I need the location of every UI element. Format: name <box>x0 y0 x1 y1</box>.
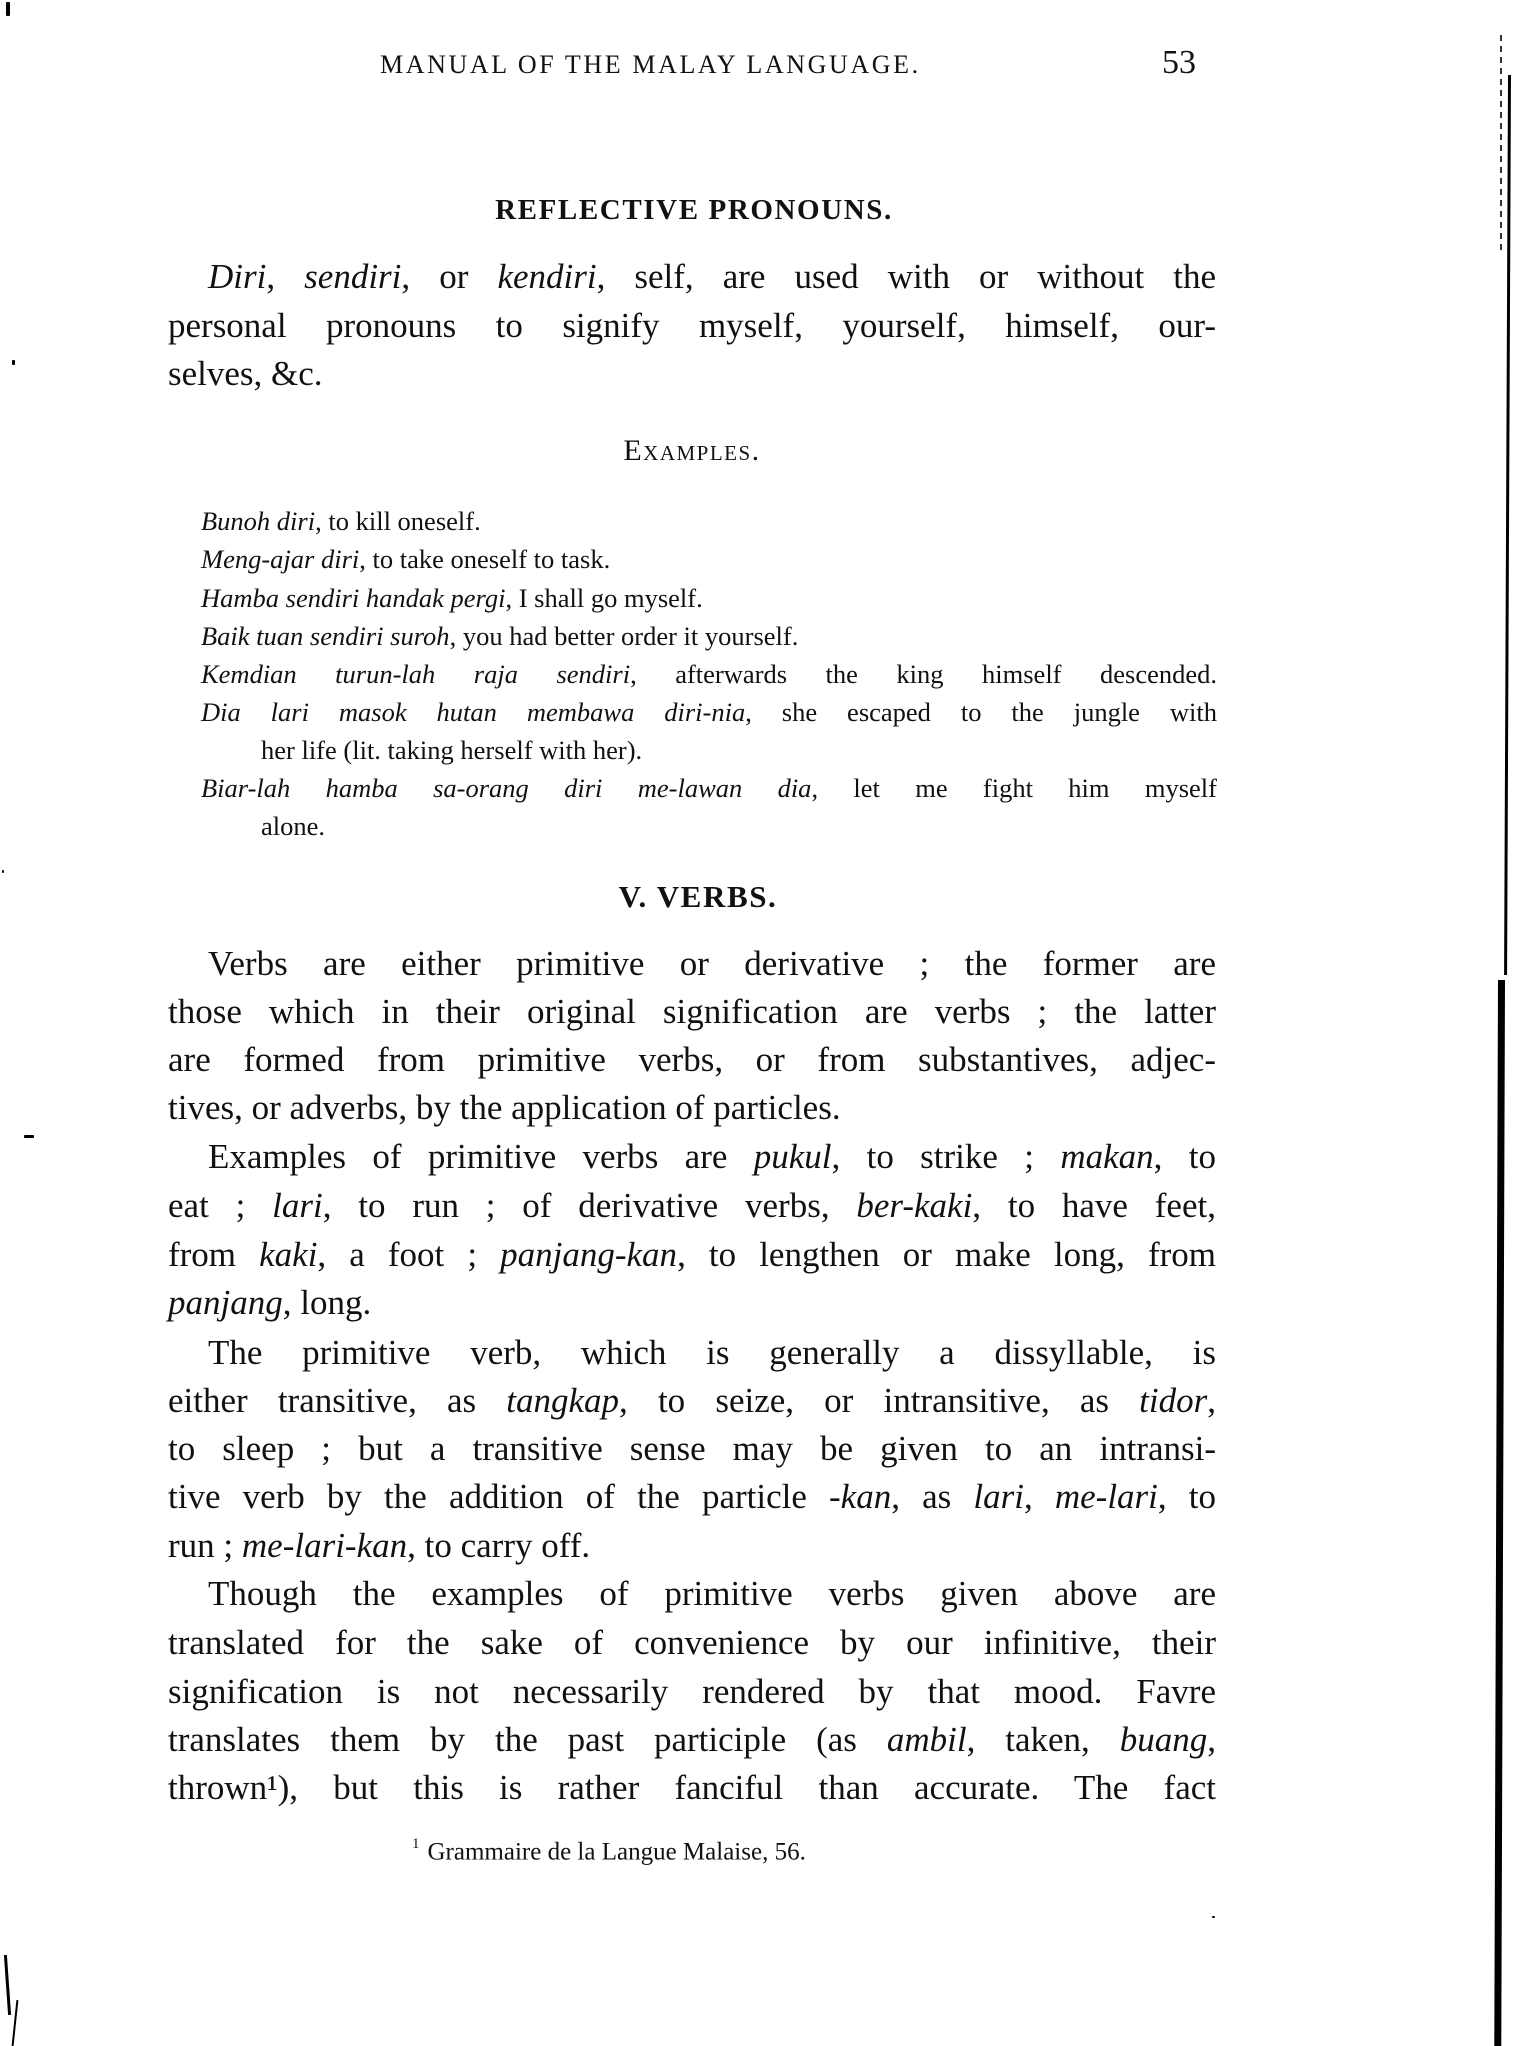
text-line <box>168 302 1216 350</box>
text-line <box>168 1279 1216 1327</box>
text-line <box>168 1764 1216 1812</box>
italic-term: Kemdian turun-lah raja sendiri <box>201 659 631 689</box>
text-line <box>168 1522 1216 1570</box>
example-item-continuation <box>261 808 1217 844</box>
text-run: , to have feet, <box>972 1186 1216 1225</box>
page-edge-dotted-rule <box>1500 35 1502 255</box>
italic-term: -kan <box>829 1477 892 1516</box>
text-line <box>208 1570 1216 1618</box>
italic-term: Meng-ajar diri <box>201 544 360 574</box>
text-run: signification is not necessarily rendered by that mood. Favre <box>168 1672 1216 1711</box>
scan-speck <box>24 1135 34 1138</box>
text-line <box>168 1036 1216 1084</box>
running-title: MANUAL OF THE MALAY LANGUAGE. <box>380 50 921 79</box>
text-run: , to carry off. <box>407 1526 591 1565</box>
text-run: , to lengthen or make long, from <box>677 1235 1216 1274</box>
text-run: , to strike ; <box>831 1137 1061 1176</box>
text-run: her life (lit. taking herself with her). <box>261 735 643 765</box>
text-line <box>168 1716 1216 1764</box>
italic-term: panjang-kan <box>500 1235 678 1274</box>
text-run: Verbs are either primitive or derivative ; the former are <box>208 944 1216 983</box>
text-run: run ; <box>168 1526 242 1565</box>
examples-heading: Examples. <box>623 434 761 467</box>
text-run: personal pronouns to signify myself, yourself, himself, our- <box>168 306 1216 345</box>
text-run: selves, &c. <box>168 354 323 393</box>
text-run: , she escaped to the jungle with <box>745 697 1217 727</box>
text-line <box>168 350 1216 398</box>
scan-speck <box>6 2 10 16</box>
italic-term: kaki <box>259 1235 318 1274</box>
italic-term: Biar-lah hamba sa-orang diri me-lawan dia <box>201 773 812 803</box>
text-run: Though the examples of primitive verbs given above are <box>208 1574 1216 1613</box>
scan-speck <box>1212 1916 1215 1918</box>
text-run: , self, are used with or without the <box>596 257 1216 296</box>
example-item <box>201 618 1217 654</box>
example-item <box>201 503 1217 539</box>
text-run: are formed from primitive verbs, or from substantives, adjec- <box>168 1040 1216 1079</box>
example-item-continuation <box>261 732 1217 768</box>
page-edge-rule <box>1504 75 1511 975</box>
left-edge-mark <box>12 2000 19 2046</box>
text-run: , to kill oneself. <box>315 506 481 536</box>
text-run: , let me fight him myself <box>811 773 1217 803</box>
text-run: either transitive, as <box>168 1381 507 1420</box>
italic-term: lari <box>272 1186 323 1225</box>
page-edge-rule <box>1494 980 1505 2046</box>
text-line <box>208 940 1216 988</box>
example-item <box>201 694 1217 730</box>
scan-speck <box>12 360 15 365</box>
text-line <box>168 1668 1216 1716</box>
scan-speck <box>2 870 4 873</box>
text-run: from <box>168 1235 260 1274</box>
text-line <box>208 1133 1216 1181</box>
text-run: , <box>266 257 305 296</box>
text-line <box>208 253 1216 301</box>
text-run: tives, or adverbs, by the application of particles. <box>168 1088 841 1127</box>
italic-term: me-lari-kan <box>241 1526 408 1565</box>
text-line <box>168 1425 1216 1473</box>
italic-term: panjang <box>168 1283 283 1322</box>
text-run: , to <box>1153 1137 1216 1176</box>
example-item <box>201 580 1217 616</box>
text-run: translated for the sake of convenience by our infinitive, their <box>168 1623 1216 1662</box>
example-item <box>201 541 1217 577</box>
example-item <box>201 770 1217 806</box>
italic-term: tangkap <box>506 1381 620 1420</box>
section-title-verbs: V. VERBS. <box>618 879 778 914</box>
text-run: , I shall go myself. <box>505 583 703 613</box>
text-run: , taken, <box>966 1720 1120 1759</box>
italic-term: sendiri <box>304 257 402 296</box>
text-run: , <box>1023 1477 1055 1516</box>
text-line <box>168 1084 1216 1132</box>
text-run: The primitive verb, which is generally a dissyllable, is <box>208 1333 1216 1372</box>
text-run: those which in their original signification are verbs ; the latter <box>168 992 1216 1031</box>
text-line <box>168 1619 1216 1667</box>
text-line <box>168 1231 1216 1279</box>
italic-term: ambil <box>886 1720 967 1759</box>
text-run: , or <box>401 257 498 296</box>
italic-term: kendiri <box>497 257 597 296</box>
text-run: translates them by the past participle (as <box>168 1720 887 1759</box>
left-edge-mark <box>4 1955 11 2015</box>
section-title-reflective-pronouns: REFLECTIVE PRONOUNS. <box>495 194 893 226</box>
text-run: , you had better order it yourself. <box>449 621 799 651</box>
italic-term: ber-kaki <box>856 1186 973 1225</box>
text-run: , to seize, or intransitive, as <box>619 1381 1140 1420</box>
text-run: , as <box>891 1477 974 1516</box>
text-run: , a foot ; <box>317 1235 501 1274</box>
italic-term: Bunoh diri <box>201 506 316 536</box>
text-line <box>168 988 1216 1036</box>
text-run: tive verb by the addition of the particle <box>168 1477 830 1516</box>
italic-term: Baik tuan sendiri suroh <box>201 621 450 651</box>
italic-term: Dia lari masok hutan membawa diri-nia <box>201 697 746 727</box>
text-run: Examples of primitive verbs are <box>208 1137 754 1176</box>
text-run: alone. <box>261 811 326 841</box>
italic-term: Diri <box>208 257 267 296</box>
text-run: thrown¹), but this is rather fanciful than accurate. The fact <box>168 1768 1216 1807</box>
text-run: to sleep ; but a transitive sense may be given to an intransi- <box>168 1429 1216 1468</box>
italic-term: lari <box>973 1477 1024 1516</box>
footnote-marker: 1 <box>412 1836 420 1852</box>
italic-term: buang <box>1119 1720 1208 1759</box>
italic-term: makan <box>1060 1137 1154 1176</box>
italic-term: tidor <box>1139 1381 1208 1420</box>
text-line <box>168 1377 1216 1425</box>
footnote-text: Grammaire de la Langue Malaise, 56. <box>427 1838 806 1866</box>
footnote <box>412 1838 806 1866</box>
text-run: eat ; <box>168 1186 273 1225</box>
text-run: , to take oneself to task. <box>359 544 611 574</box>
example-item <box>201 656 1217 692</box>
text-line <box>168 1473 1216 1521</box>
text-run: , long. <box>282 1283 372 1322</box>
text-run: , to run ; of derivative verbs, <box>322 1186 857 1225</box>
text-line <box>208 1329 1216 1377</box>
italic-term: pukul <box>753 1137 832 1176</box>
italic-term: Hamba sendiri handak pergi <box>201 583 506 613</box>
page-number: 53 <box>1162 44 1196 81</box>
italic-term: me-lari <box>1054 1477 1158 1516</box>
text-run: , to <box>1157 1477 1217 1516</box>
text-run: , <box>1207 1381 1216 1420</box>
text-run: , afterwards the king himself descended. <box>630 659 1217 689</box>
text-line <box>168 1182 1216 1230</box>
text-run: , <box>1207 1720 1217 1759</box>
